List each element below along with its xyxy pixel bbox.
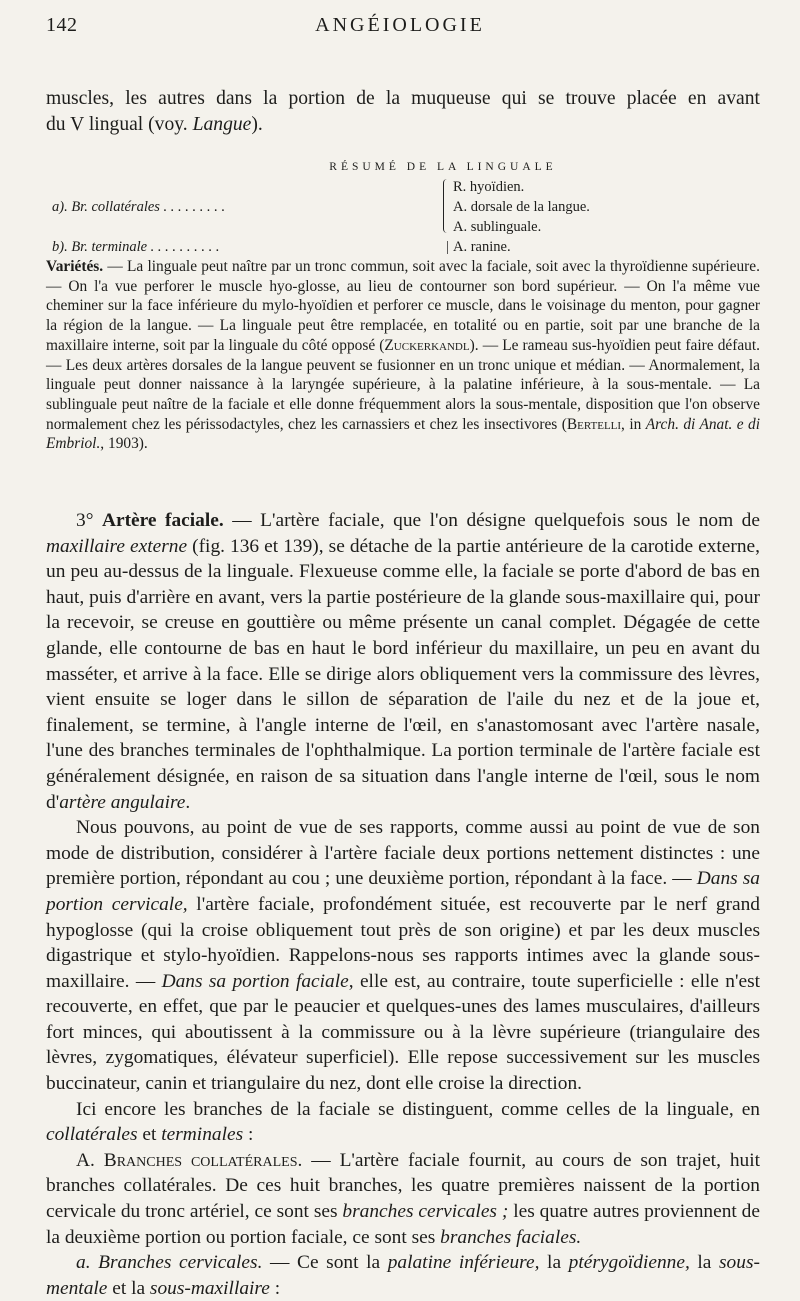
resume-row [46,217,760,237]
intro-paragraph [46,86,760,137]
resume-item: A. dorsale de la langue. [453,199,590,215]
page-header [46,14,754,44]
faciale-paragraph-4: A. Branches collatérales. — L'artère faciale fournit, au cours de son trajet, huit branches collatérales. De ces huit branches, les quatre premières naissent de la portion cervicale du tronc artériel, ce sont ses branches cervicales ; les quatre autres proviennent de la deuxième portion ou portion faciale, ce sont ses branches faciales. [46,1149,760,1248]
faciale-paragraph-3: Ici encore les branches de la faciale se distinguent, comme celles de la linguale, en collatérales et terminales : [46,1098,760,1146]
author-name: Bertelli [566,415,622,433]
intro-line-1: muscles, les autres dans la portion de la muqueuse qui se trouve placée en avant [46,88,760,109]
subsection-label: A. Branches collatérales. [76,1149,303,1171]
page-number: 142 [46,14,78,36]
varietes-label: Variétés. [46,258,104,275]
resume-category: a). Br. collatérales . . . . . . . . . [52,199,226,215]
running-title: ANGÉIOLOGIE [315,14,485,36]
resume-row [46,237,760,257]
intro-line-2: du V lingual (voy. Langue). [46,113,263,135]
resume-category: b). Br. terminale . . . . . . . . . . [52,239,220,255]
resume-row [46,197,760,217]
resume-item: A. sublinguale. [453,219,542,235]
subsection-label: a. Branches cervicales. [76,1252,263,1274]
faciale-paragraph-5: a. Branches cervicales. — Ce sont la palatine inférieure, la ptérygoïdienne, la sous-mentale et la sous-maxillaire : [46,1252,760,1299]
section-heading: Artère faciale. [101,510,224,531]
author-name: Zuckerkandl [384,336,470,354]
resume-item: A. ranine. [453,239,511,255]
journal-title: Arch. di Anat. e di Embriol. [46,415,761,453]
faciale-paragraph-2: Nous pouvons, au point de vue de ses rapports, comme aussi au point de vue de son mode de distribution, considérer à l'artère faciale deux portions nettement distinctes : une première portion, répondant au cou ; une deuxième portion, répondant à la face. — Dans sa portion cervicale, l'artère faciale, profondément située, est recouverte par le nerf grand hypoglosse (qui la croise obliquement tout près de son origine) et par les deux muscles digastrique et stylo-hyoïdien. Rappelons-nous ses rapports intimes avec la glande sous-maxillaire. — Dans sa portion faciale, elle est, au contraire, toute superficielle : elle n'est recouverte, en effet, que par le peaucier et quelques-unes des lames musculaires, d'ailleurs fort minces, qui aboutissent à la commissure ou à la lèvre supérieure (triangulaire des lèvres, zygomatiques, élévateur superficiel). Elle repose successivement sur les muscles buccinateur, canin et triangulaire du nez, dont elle croise la direction. [46,817,760,1095]
faciale-section [46,508,760,1301]
resume-item: R. hyoïdien. [453,179,525,195]
faciale-paragraph-1: 3° Artère faciale. — L'artère faciale, que l'on désigne quelquefois sous le nom de maxillaire externe (fig. 136 et 139), se détache de la partie antérieure de la carotide externe, un peu au-dessus de la linguale. Flexueuse comme elle, la faciale se porte d'abord de bas en haut, puis d'arrière en avant, vers la partie postérieure de la glande sous-maxillaire qui, pour la recevoir, se creuse en gouttière ou même présente un canal complet. Dégagée de cette glande, elle contourne de bas en haut le bord inférieur du maxillaire, un peu en avant du masséter, et arrive à la face. Elle se dirige alors obliquement vers la commissure des lèvres, vient ensuite se loger dans le sillon de séparation de l'aile du nez et de la joue et, finalement, se termine, à l'angle interne de l'œil, en s'anastomosant avec l'artère nasale, l'une des branches terminales de l'ophthalmique. La portion terminale de l'artère faciale est généralement désignée, en raison de sa situation dans l'angle interne de l'œil, sous le nom d'artère angulaire. [46,510,760,813]
varietes-paragraph: Variétés. — La linguale peut naître par un tronc commun, soit avec la faciale, soit avec la thyroïdienne supérieure. — On l'a vue perforer le muscle hyo-glosse, au lieu de contourner son bord supérieur. — On l'a même vue cheminer sur la face inférieure du mylo-hyoïdien et perforer ce muscle, dans le voisinage du menton, pour gagner la région de la langue. — La linguale peut être remplacée, en totalité ou en partie, soit par une branche de la maxillaire interne, soit par la linguale du côté opposé (Zuckerkandl). — Le rameau sus-hyoïdien peut faire défaut. — Les deux artères dorsales de la langue peuvent se fusionner en un tronc unique et médian. — Anormalement, la linguale peut donner naissance à la laryngée supérieure, à la palatine inférieure, à la sous-mentale. — La sublinguale peut naître de la faciale et elle donne fréquemment alors la sous-mentale, disposition que l'on observe normalement chez les périssodactyles, chez les carnassiers et chez les insectivores (Bertelli, in Arch. di Anat. e di Embriol., 1903). [46,258,761,453]
resume-row [46,177,760,197]
resume-table [46,157,760,257]
resume-title: RÉSUMÉ DE LA LINGUALE [329,161,557,173]
resume-separator: | [446,239,449,255]
